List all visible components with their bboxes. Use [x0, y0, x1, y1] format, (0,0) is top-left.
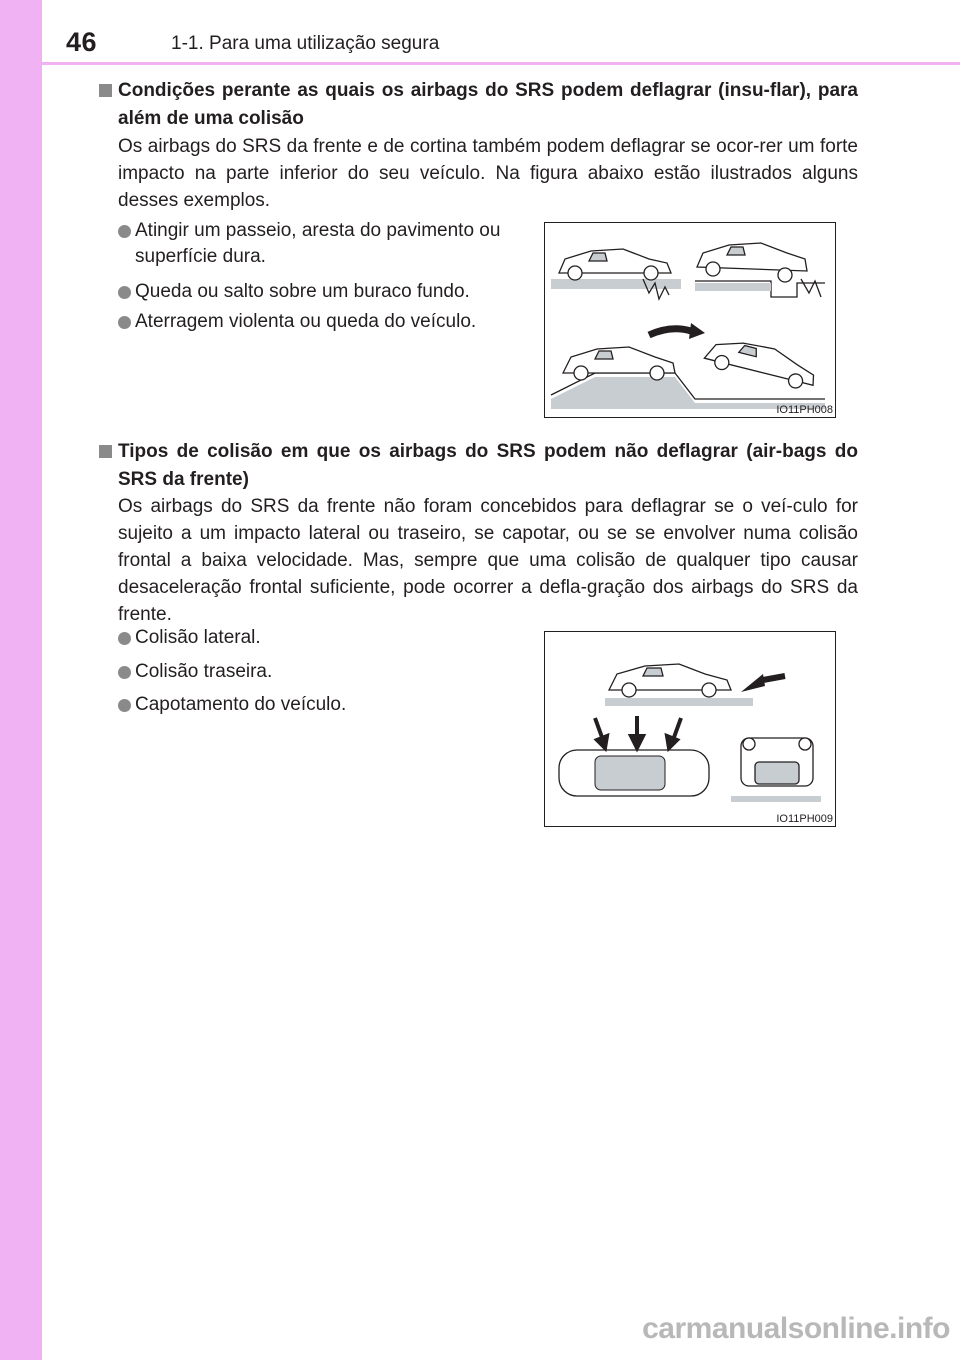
section-heading: Condições perante as quais os airbags do SRS podem deflagrar (insu-flar), para além de uma colisão [118, 80, 858, 129]
header-rule [42, 62, 960, 65]
section-body: Os airbags do SRS da frente e de cortina também podem deflagrar se ocor-rer um forte impacto na parte inferior do seu veículo. Na figura abaixo estão ilustrados alguns desses exemplos. [118, 136, 858, 211]
bullet-dot-icon [118, 286, 131, 299]
watermark: carmanualsonline.info [642, 1312, 950, 1345]
car-icon [703, 333, 820, 392]
airbag-deploy-illustration [545, 223, 835, 417]
impact-arrow-icon [763, 676, 785, 680]
list-item: Aterragem violenta ou queda do veículo. [118, 309, 538, 335]
car-icon [697, 243, 807, 282]
bullet-dot-icon [118, 632, 131, 645]
bullet-dot-icon [118, 225, 131, 238]
bullet-dot-icon [118, 316, 131, 329]
chapter-title: 1-1. Para uma utilização segura [171, 33, 440, 54]
arrow-head-icon [689, 323, 705, 339]
no-deploy-illustration [545, 632, 835, 826]
list-item: Colisão lateral. [118, 625, 518, 651]
ground-strip [695, 283, 771, 291]
impact-arrows-icon [595, 716, 681, 748]
list-item: Capotamento do veículo. [118, 692, 518, 718]
list-item: Atingir um passeio, aresta do pavimento ou superfície dura. [118, 218, 528, 270]
bullet-dot-icon [118, 666, 131, 679]
ground-strip [605, 698, 753, 706]
section-square-icon [99, 445, 112, 458]
impact-burst-icon [801, 279, 821, 297]
figure-code: IO11PH008 [776, 404, 833, 416]
list-item: Colisão traseira. [118, 659, 518, 685]
list-item: Queda ou salto sobre um buraco fundo. [118, 279, 528, 305]
airbag-deploy-figure [544, 222, 836, 418]
section-body: Os airbags do SRS da frente não foram concebidos para deflagrar se o veí-culo for sujeito a um impacto lateral ou traseiro, se capotar, ou se se envolver numa colisão frontal a baixa velocidade. Mas, sempre que uma colisão de qualquer tipo causar desaceleração frontal suficiente, pode ocorrer a defla-gração dos airbags do SRS da frente. [118, 496, 858, 625]
side-color-strip [0, 0, 42, 1360]
car-roof-icon [595, 756, 665, 790]
arrow-head-icon [741, 674, 765, 692]
ground-strip [731, 796, 821, 802]
section-square-icon [99, 84, 112, 97]
motion-arrow-icon [649, 329, 691, 335]
car-icon [563, 347, 675, 380]
car-icon [559, 249, 671, 280]
no-deploy-figure [544, 631, 836, 827]
section-heading: Tipos de colisão em que os airbags do SRS podem não deflagrar (air-bags do SRS da frente) [118, 441, 858, 490]
ground-strip [551, 279, 681, 289]
page-number: 46 [66, 27, 98, 57]
car-icon [609, 664, 731, 697]
rollover-car-icon [741, 738, 813, 786]
figure-code: IO11PH009 [776, 813, 833, 825]
bullet-dot-icon [118, 699, 131, 712]
